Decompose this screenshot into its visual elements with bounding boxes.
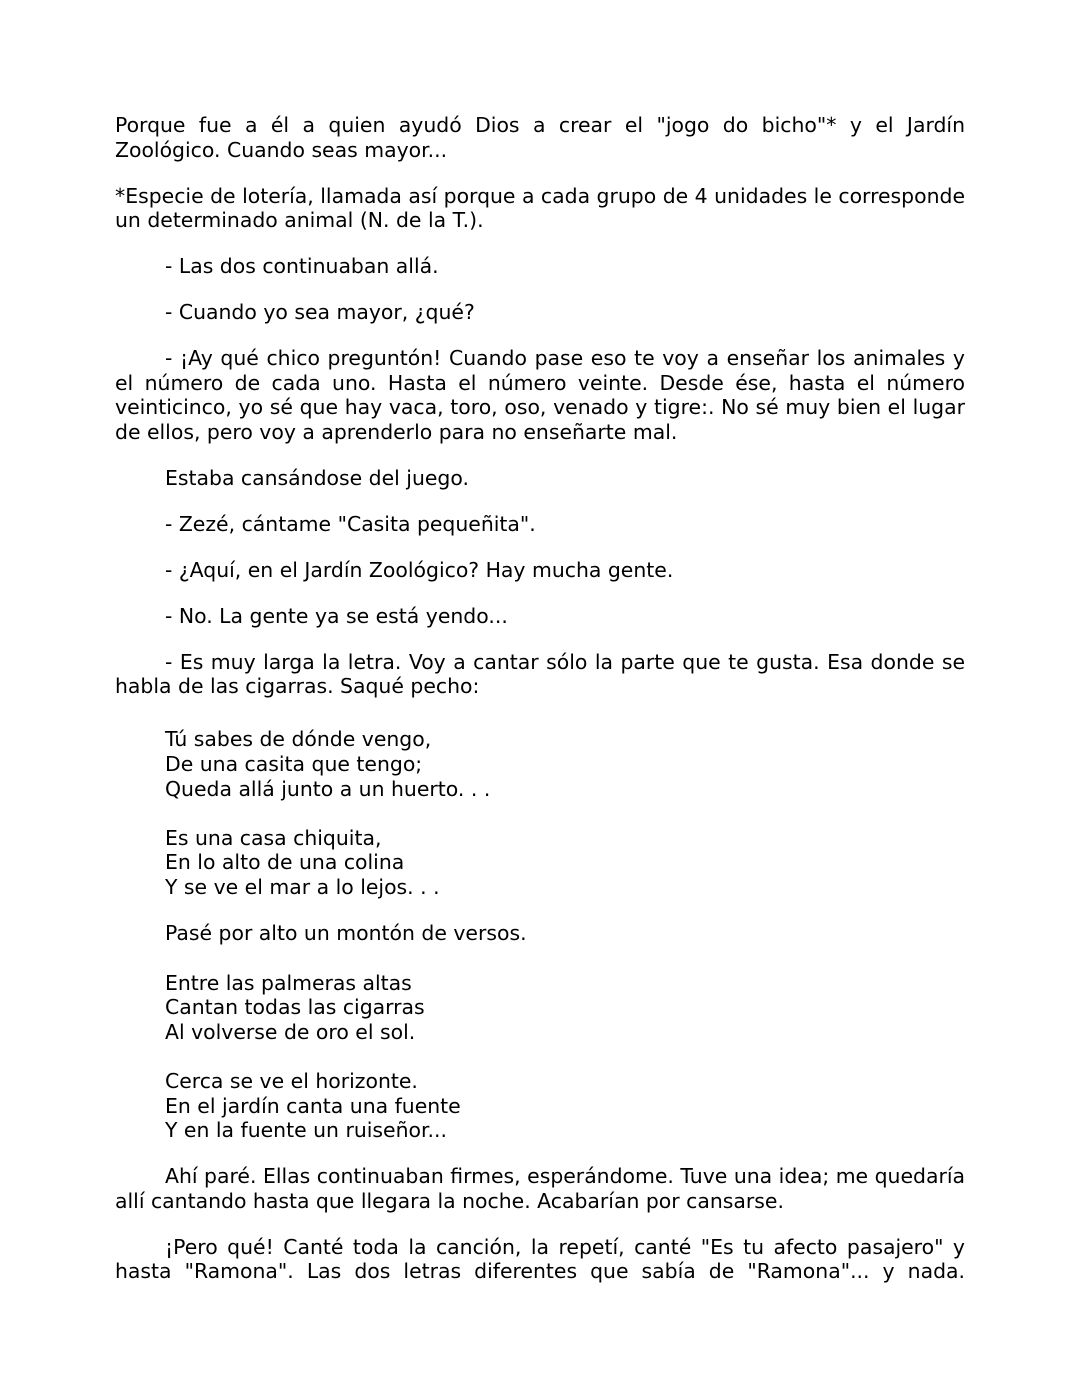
verse-line: En el jardín canta una fuente — [165, 1093, 461, 1118]
verse-line: Al volverse de oro el sol. — [165, 1019, 416, 1044]
paragraph-jogo-do-bicho: Porque fue a él a quien ayudó Dios a crear el "jogo do bicho"* y el Jardín Zoológico. Cuando seas mayor... — [115, 113, 965, 162]
paragraph-narration: Ahí paré. Ellas continuaban firmes, esperándome. Tuve una idea; me quedaría allí cantando hasta que llegara la noche. Acabarían por cansarse. — [115, 1164, 965, 1213]
song-verse-2 — [165, 826, 965, 900]
footnote-loteria: *Especie de lotería, llamada así porque a cada grupo de 4 unidades le corresponde un determinado animal (N. de la T.). — [115, 183, 966, 233]
paragraph-dialogue: - Las dos continuaban allá. — [165, 254, 439, 279]
paragraph-narration: Estaba cansándose del juego. — [165, 465, 469, 490]
song-verse-4 — [165, 1069, 965, 1143]
verse-line: Y en la fuente un ruiseñor... — [165, 1118, 447, 1143]
verse-line: Y se ve el mar a lo lejos. . . — [165, 874, 440, 899]
verse-line: En lo alto de una colina — [165, 850, 405, 875]
song-verse-1 — [165, 727, 965, 801]
verse-line: De una casita que tengo; — [165, 752, 423, 776]
paragraph-dialogue: - Es muy larga la letra. Voy a cantar sólo la parte que te gusta. Esa donde se habla de las cigarras. Saqué pecho: — [115, 649, 965, 699]
paragraph-dialogue: - No. La gente ya se está yendo... — [165, 603, 508, 628]
paragraph-dialogue: - ¿Aquí, en el Jardín Zoológico? Hay mucha gente. — [165, 557, 674, 582]
paragraph-dialogue: - ¡Ay qué chico preguntón! Cuando pase eso te voy a enseñar los animales y el número de cada uno. Hasta el número veinte. Desde ése, hasta el número veinticinco, yo sé que hay vaca, toro, oso, venado y tigre:. No sé muy bien el lugar de ellos, pero voy a aprenderlo para no enseñarte mal. — [115, 346, 965, 444]
paragraph-dialogue: - Cuando yo sea mayor, ¿qué? — [165, 300, 475, 325]
verse-line: Es una casa chiquita, — [165, 825, 382, 850]
verse-line: Tú sabes de dónde vengo, — [165, 727, 432, 752]
paragraph-narration: ¡Pero qué! Canté toda la canción, la repetí, canté "Es tu afecto pasajero" y hasta "Ramona". Las dos letras diferentes que sabía de "Ramona"... y nada. — [115, 1234, 965, 1284]
verse-line: Cantan todas las cigarras — [165, 995, 425, 1020]
paragraph-narration: Pasé por alto un montón de versos. — [165, 920, 527, 945]
paragraph-dialogue: - Zezé, cántame "Casita pequeñita". — [165, 511, 536, 536]
verse-line: Queda allá junto a un huerto. . . — [165, 776, 491, 801]
song-verse-3 — [165, 971, 965, 1045]
verse-line: Entre las palmeras altas — [165, 970, 412, 995]
verse-line: Cerca se ve el horizonte. — [165, 1068, 418, 1093]
document-page — [115, 113, 965, 1284]
